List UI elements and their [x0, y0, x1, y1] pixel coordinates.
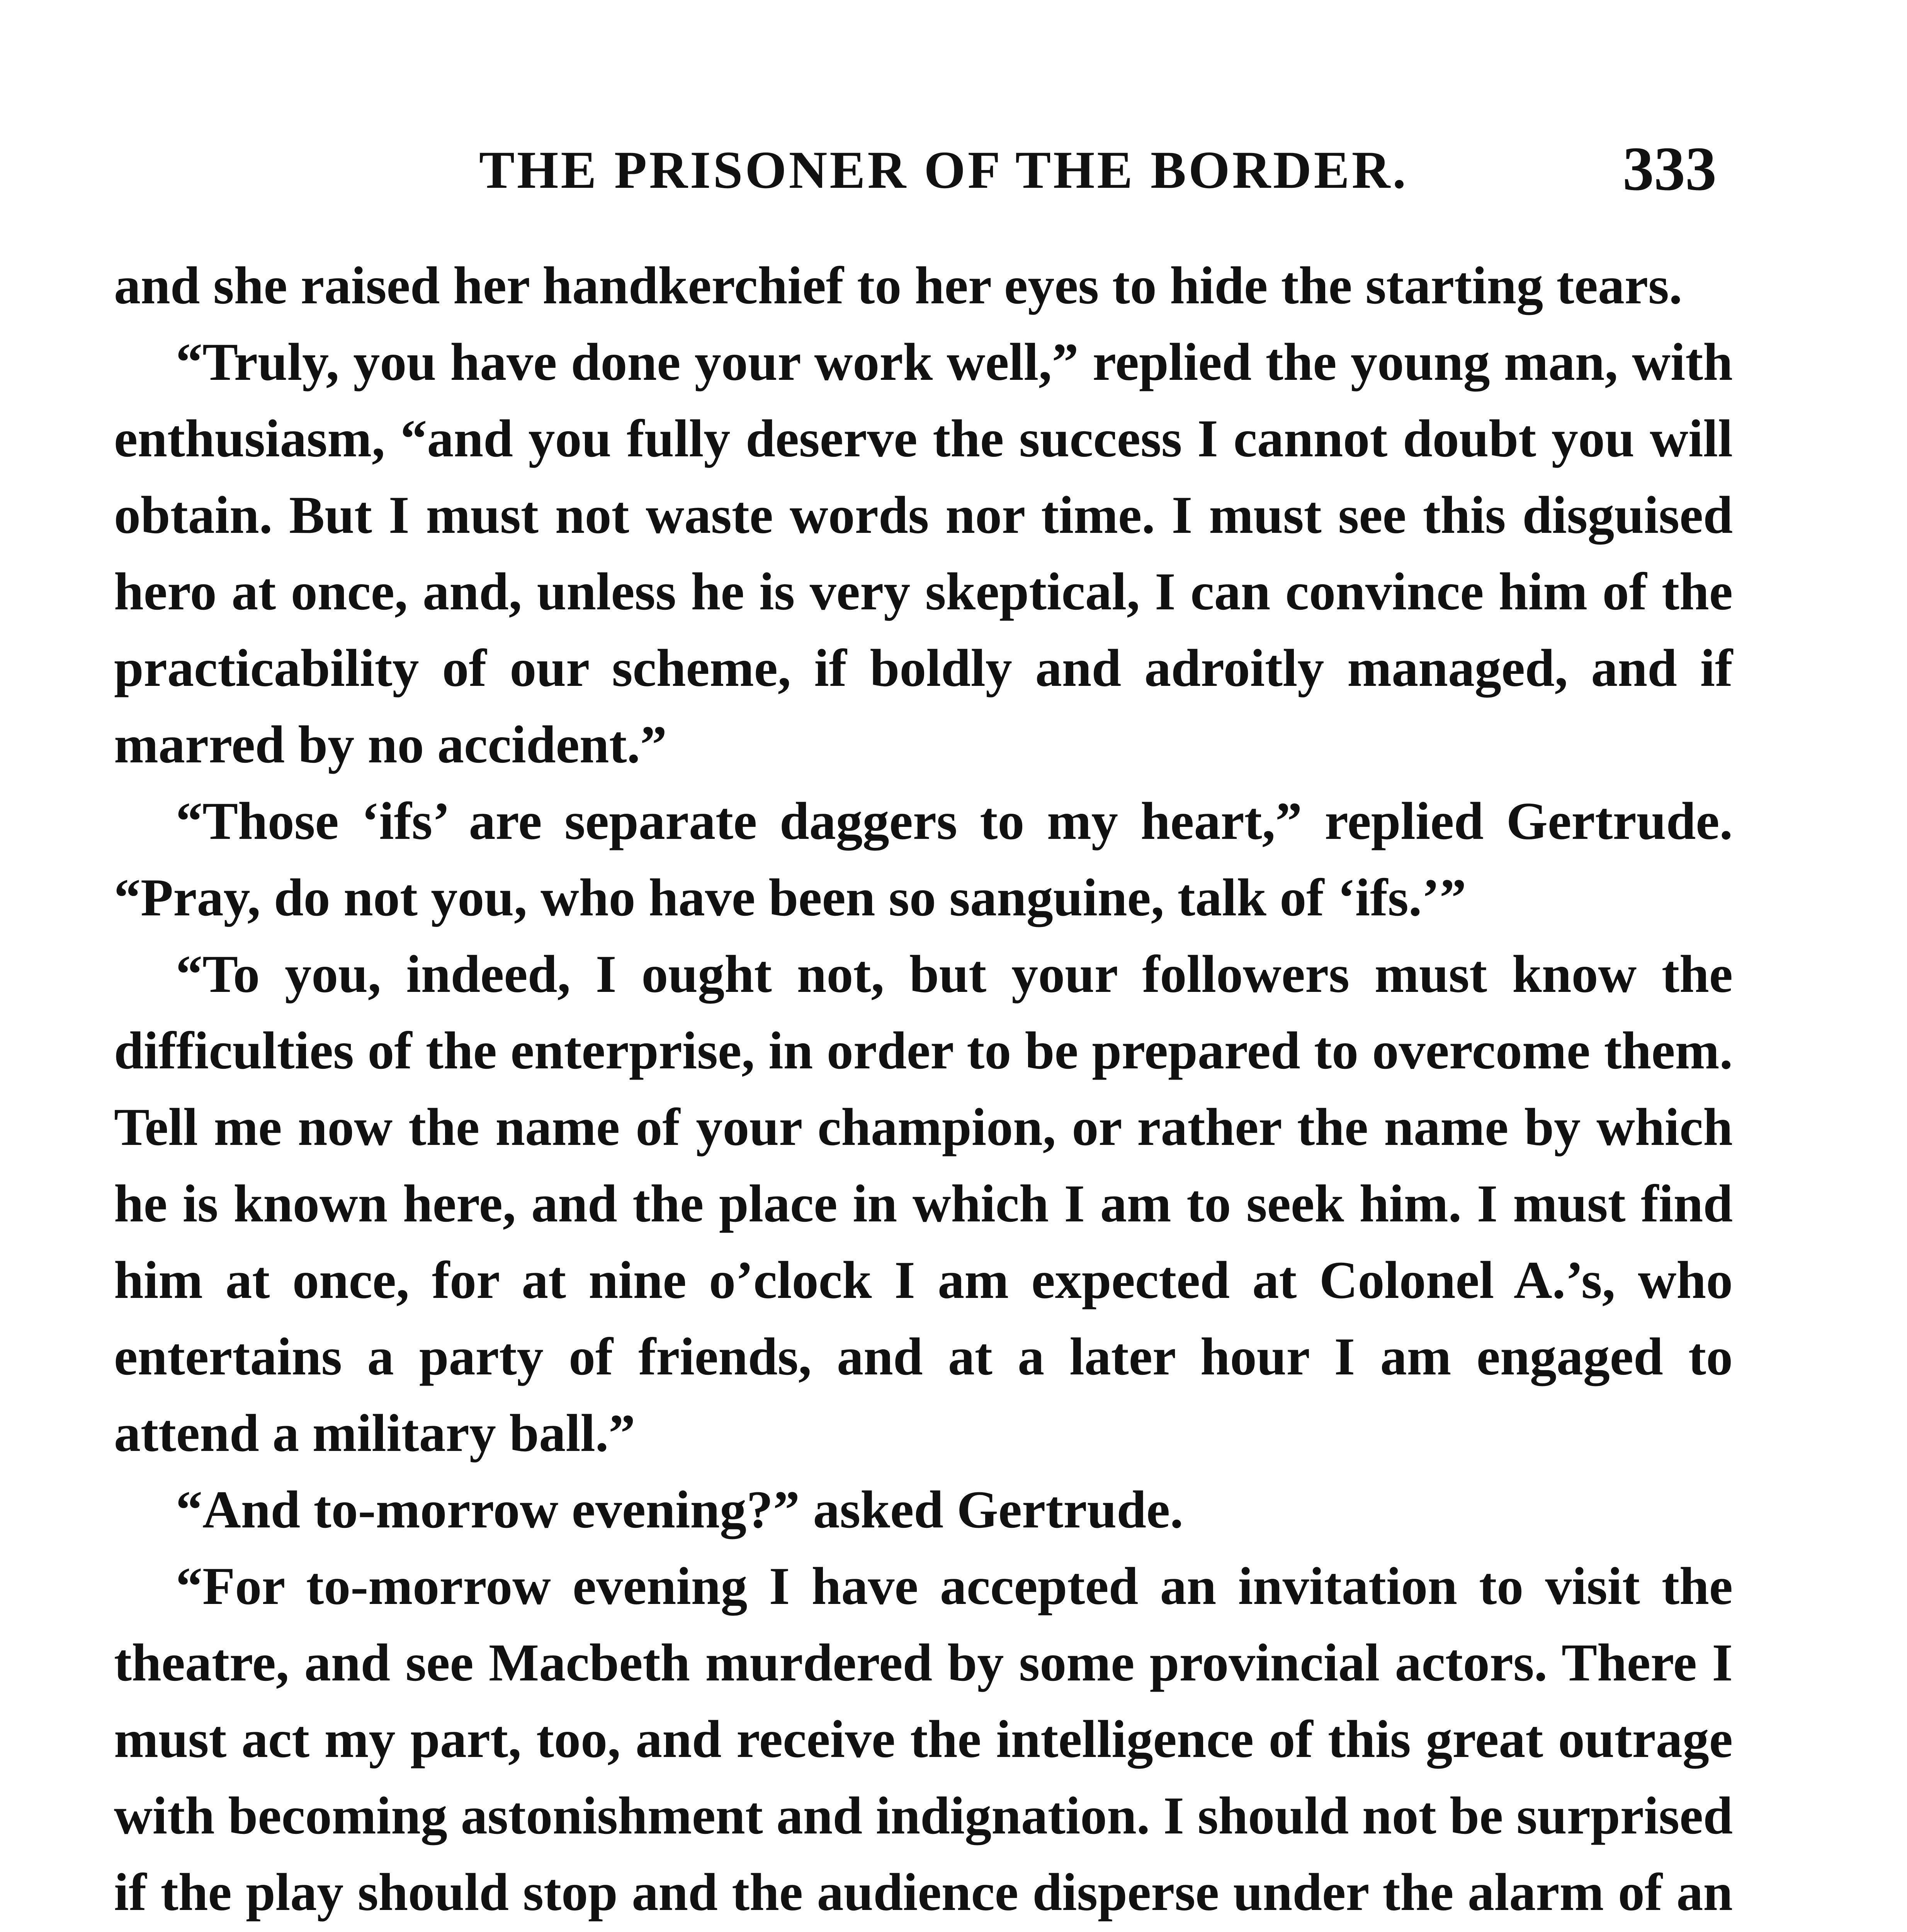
running-title: THE PRISONER OF THE BORDER. — [479, 140, 1408, 199]
paragraph-4: “To you, indeed, I ought not, but your followers must know the difficulties of the enterprise, in order to be prepared to overcome them. Tell me now the name of your champion, or rather the name by which he is known here, and the place in which I am to seek him. I must find him at once, for at nine o’clock I am expected at Colonel A.’s, who entertains a party of friends, and at a later hour I am engaged to attend a military ball.” — [114, 944, 1733, 1463]
paragraph-2: “Truly, you have done your work well,” replied the young man, with enthusiasm, “and you fully deserve the success I cannot doubt you will obtain. But I must not waste words nor time. I must see this disguised hero at once, and, unless he is very skeptical, I can convince him of the practicability of our scheme, if boldly and adroitly managed, and if marred by no accident.” — [114, 332, 1733, 774]
paragraph-5: “And to-morrow evening?” asked Gertrude. — [176, 1480, 1183, 1539]
page-number: 333 — [1623, 134, 1717, 204]
paragraph-1: and she raised her handkerchief to her eyes to hide the starting tears. — [114, 256, 1683, 315]
paragraph-6: “For to-morrow evening I have accepted an invitation to visit the theatre, and see Macbeth murdered by some provincial actors. There I must act my part, too, and receive the intelligence of this great outrage with becoming astonishment and indignation. I should not be surprised if the play should stop and the audience disperse under the alarm of an — [114, 1556, 1733, 1922]
paragraph-3: “Those ‘ifs’ are separate daggers to my heart,” replied Gertrude. “Pray, do not you, who have been so sanguine, talk of ‘ifs.’” — [114, 791, 1733, 927]
body-text — [114, 247, 1733, 1932]
